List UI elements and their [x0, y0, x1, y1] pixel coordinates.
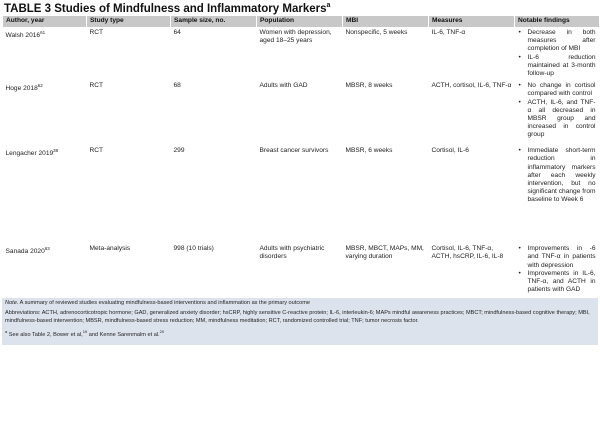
finding-item: • IL-6 reduction maintained at 3-month follow-up: [528, 54, 596, 79]
note-line: [5, 300, 595, 307]
col-header-population: Population: [257, 16, 343, 27]
cell-author: [3, 243, 87, 301]
author-text: Sanada 2020: [5, 248, 45, 256]
cell-sample-size: 64: [171, 27, 257, 80]
author-text: Walsh 2016: [5, 32, 41, 40]
footnote-mark: a: [5, 328, 8, 334]
cell-measures: Cortisol, IL-6, TNF-α, ACTH, hsCRP, IL-6, IL-8: [429, 243, 515, 301]
table-row: [3, 243, 599, 301]
table-header-row: [3, 16, 599, 27]
note-label: Note.: [5, 300, 19, 306]
cell-study-type: Meta-analysis: [87, 243, 171, 301]
cell-author: [3, 80, 87, 145]
col-header-mbi: MBI: [343, 16, 429, 27]
footnote-ref: 20: [159, 328, 165, 334]
cell-mbi: MBSR, MBCT, MAPs, MM, varying duration: [343, 243, 429, 301]
author-text: Lengacher 2019: [5, 150, 54, 158]
footnote-line: [5, 328, 595, 339]
reference-number: 62: [37, 83, 43, 89]
table-notes: [2, 298, 598, 345]
cell-mbi: Nonspecific, 5 weeks: [343, 27, 429, 80]
cell-study-type: RCT: [87, 80, 171, 145]
finding-item: • Improvements in IL-6, TNF-α, and ACTH in patients with GAD: [528, 270, 596, 295]
cell-population: Women with depression, aged 18–25 years: [257, 27, 343, 80]
cell-study-type: RCT: [87, 145, 171, 243]
cell-measures: Cortisol, IL-6: [429, 145, 515, 243]
cell-population: Breast cancer survivors: [257, 145, 343, 243]
table-title-footnote-mark: a: [326, 2, 331, 9]
cell-sample-size: 68: [171, 80, 257, 145]
col-header-measures: Measures: [429, 16, 515, 27]
note-text: A summary of reviewed studies evaluating mindfulness-based interventions and inflammation as the primary outcome: [18, 300, 311, 306]
table-title-text: TABLE 3 Studies of Mindfulness and Inflammatory Markers: [4, 2, 327, 15]
finding-item: • ACTH, IL-6, and TNF-α all decreased in MBSR group and increased in control group: [528, 99, 596, 140]
studies-table: [2, 16, 599, 301]
finding-item: • No change in cortisol compared with control: [528, 82, 596, 98]
cell-findings: [515, 27, 599, 80]
reference-number: 63: [44, 246, 50, 252]
table-row: [3, 145, 599, 243]
col-header-sample-size: Sample size, no.: [171, 16, 257, 27]
footnote-ref: 19: [82, 328, 88, 334]
footnote-text: See also Table 2, Bower et al,: [7, 331, 83, 338]
cell-measures: IL-6, TNF-α: [429, 27, 515, 80]
cell-findings: [515, 80, 599, 145]
finding-item: • Improvements in -6 and TNF-α in patients with depression: [528, 245, 596, 270]
cell-findings: [515, 145, 599, 243]
abbreviations-line: Abbreviations: ACTH, adrenocorticotropic hormone; GAD, generalized anxiety disorder; hsCRP, highly sensitive C-reactive protein; IL-6, interleukin-6; MAPs mindful awareness practices; MBCT; mindfulness-based cognitive therapy; MBI, mindfulness-based intervention; MBSR, mindfulness-based stress reduction; MM, mindfulness meditation; RCT, randomized controlled trial; TNF; tumor necrosis factor.: [5, 310, 590, 324]
cell-sample-size: 998 (10 trials): [171, 243, 257, 301]
footnote-text: and Kenne Sarenmalm et al.: [87, 331, 160, 338]
table-row: [3, 80, 599, 145]
finding-item: • Immediate short-term reduction in inflammatory markers after each weekly intervention, but no significant change from baseline to Week 6: [528, 147, 596, 204]
cell-sample-size: 299: [171, 145, 257, 243]
cell-findings: [515, 243, 599, 301]
col-header-findings: Notable findings: [515, 16, 599, 27]
cell-study-type: RCT: [87, 27, 171, 80]
cell-author: [3, 27, 87, 80]
cell-mbi: MBSR, 6 weeks: [343, 145, 429, 243]
cell-author: [3, 145, 87, 243]
cell-mbi: MBSR, 8 weeks: [343, 80, 429, 145]
col-header-author: Author, year: [3, 16, 87, 27]
cell-measures: ACTH, cortisol, IL-6, TNF-α: [429, 80, 515, 145]
col-header-study-type: Study type: [87, 16, 171, 27]
cell-population: Adults with GAD: [257, 80, 343, 145]
reference-number: 38: [53, 148, 59, 154]
cell-population: Adults with psychiatric disorders: [257, 243, 343, 301]
table-title: [4, 2, 330, 15]
table-row: [3, 27, 599, 80]
reference-number: 61: [40, 30, 46, 35]
finding-item: • Decrease in both measures after completion of MBI: [528, 29, 596, 54]
author-text: Hoge 2018: [5, 85, 38, 93]
